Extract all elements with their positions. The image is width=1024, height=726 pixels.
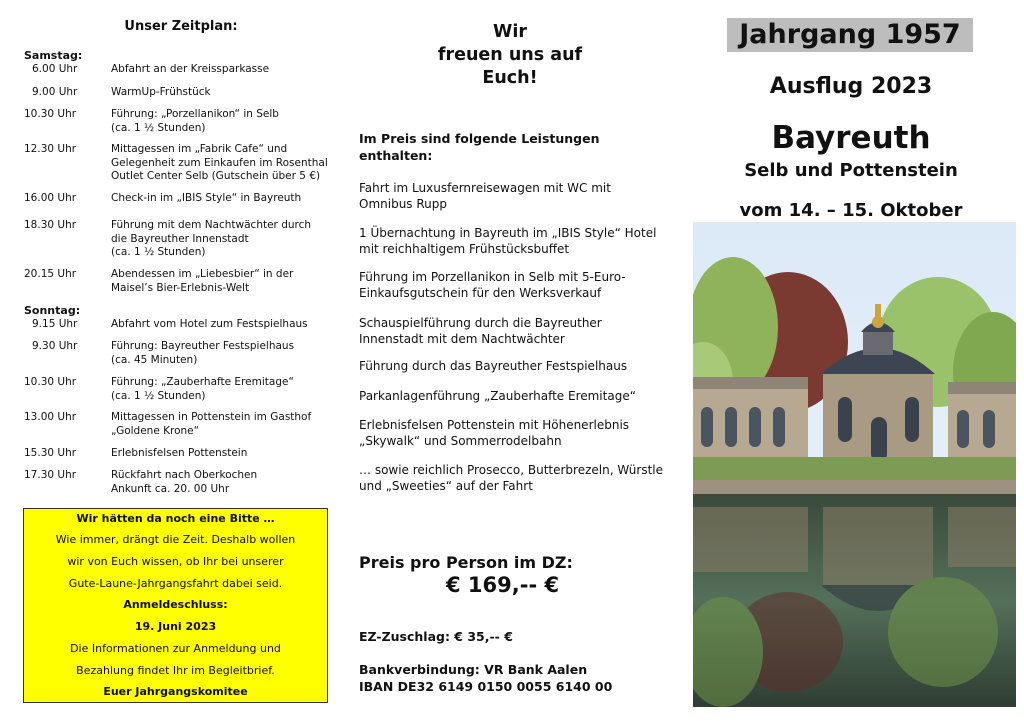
destination-subtitle: Selb und Pottenstein <box>744 160 958 181</box>
schedule-item: Führung mit dem Nachtwächter durch die Bayreuther Innenstadt (ca. 1 ½ Stunden) <box>111 219 312 258</box>
schedule-time: 9.30 Uhr <box>32 340 78 352</box>
notice-text: Die Informationen zur Anmeldung und <box>70 642 281 655</box>
service-item: Führung durch das Bayreuther Festspielhaus <box>359 359 628 373</box>
schedule-item: Rückfahrt nach Oberkochen Ankunft ca. 20. 00 Uhr <box>111 469 258 495</box>
schedule-item: Abfahrt an der Kreissparkasse <box>111 63 270 75</box>
schedule-item: Mittagessen im „Fabrik Cafe“ und Gelegenheit zum Einkaufen im Rosenthal Outlet Center Selb (Gutschein über 5 €) <box>111 143 328 182</box>
schedule-time: 15.30 Uhr <box>24 447 77 459</box>
schedule-time: 10.30 Uhr <box>24 108 77 120</box>
service-item: Führung im Porzellanikon in Selb mit 5-Euro- Einkaufsgutschein für den Werksverkauf <box>359 270 626 300</box>
welcome-line: Euch! <box>482 68 538 88</box>
price-label: Preis pro Person im DZ: <box>359 553 573 572</box>
schedule-time: 9.00 Uhr <box>32 86 78 98</box>
schedule-time: 17.30 Uhr <box>24 469 77 481</box>
jahrgang-title: Jahrgang 1957 <box>727 18 973 52</box>
schedule-time: 18.30 Uhr <box>24 219 77 231</box>
notice-signature: Euer Jahrgangskomitee <box>103 685 248 698</box>
notice-text: Bezahlung findet Ihr im Begleitbrief. <box>76 664 275 677</box>
trip-year: Ausflug 2023 <box>769 74 933 99</box>
schedule-item: Führung: „Porzellanikon“ in Selb (ca. 1 ½ Stunden) <box>111 108 279 134</box>
services-heading: Im Preis sind folgende Leistungen enthalten: <box>359 131 600 163</box>
single-room-supplement: EZ-Zuschlag: € 35,-- € <box>359 629 513 644</box>
schedule-title: Unser Zeitplan: <box>124 19 238 34</box>
welcome-line: freuen uns auf <box>437 45 583 65</box>
schedule-time: 6.00 Uhr <box>32 63 78 75</box>
welcome-line: Wir <box>493 22 527 42</box>
schedule-item: Führung: Bayreuther Festspielhaus (ca. 45 Minuten) <box>111 340 295 366</box>
registration-notice <box>23 508 328 703</box>
notice-text: Wie immer, drängt die Zeit. Deshalb wollen <box>55 533 296 546</box>
schedule-time: 12.30 Uhr <box>24 143 77 155</box>
eremitage-photo <box>693 222 1016 707</box>
destination-title: Bayreuth <box>771 120 931 156</box>
service-item: Fahrt im Luxusfernreisewagen mit WC mit Omnibus Rupp <box>359 181 611 211</box>
palace-illustration <box>693 222 1016 707</box>
service-item: … sowie reichlich Prosecco, Butterbrezeln, Würstle und „Sweeties“ auf der Fahrt <box>359 463 664 493</box>
schedule-time: 13.00 Uhr <box>24 411 77 423</box>
price-value: € 169,-- € <box>446 573 560 597</box>
deadline-date: 19. Juni 2023 <box>134 620 217 633</box>
notice-heading: Wir hätten da noch eine Bitte … <box>76 512 275 525</box>
service-item: 1 Übernachtung in Bayreuth im „IBIS Style“ Hotel mit reichhaltigem Frühstücksbuffet <box>359 226 657 256</box>
schedule-column <box>0 0 345 726</box>
notice-text: wir von Euch wissen, ob Ihr bei unserer <box>67 555 284 568</box>
schedule-time: 16.00 Uhr <box>24 192 77 204</box>
sunday-label: Sonntag: <box>24 304 81 317</box>
schedule-time: 10.30 Uhr <box>24 376 77 388</box>
schedule-time: 9.15 Uhr <box>32 318 78 330</box>
service-item: Parkanlagenführung „Zauberhafte Eremitage“ <box>359 389 636 403</box>
saturday-label: Samstag: <box>24 49 83 62</box>
trip-dates: vom 14. – 15. Oktober <box>739 200 963 221</box>
schedule-item: WarmUp-Frühstück <box>111 86 211 98</box>
schedule-item: Abfahrt vom Hotel zum Festspielhaus <box>111 318 308 330</box>
schedule-time: 20.15 Uhr <box>24 268 77 280</box>
notice-text: Gute-Laune-Jahrgangsfahrt dabei seid. <box>68 577 283 590</box>
schedule-item: Check-in im „IBIS Style“ in Bayreuth <box>111 192 302 204</box>
service-item: Schauspielführung durch die Bayreuther Innenstadt mit dem Nachtwächter <box>359 316 602 346</box>
iban: IBAN DE32 6149 0150 0055 6140 00 <box>359 679 613 694</box>
bank-details: Bankverbindung: VR Bank Aalen <box>359 662 588 677</box>
schedule-item: Führung: „Zauberhafte Eremitage“ (ca. 1 ½ Stunden) <box>111 376 294 402</box>
deadline-label: Anmeldeschluss: <box>123 598 228 611</box>
schedule-item: Mittagessen in Pottenstein im Gasthof „Goldene Krone“ <box>111 411 312 437</box>
schedule-item: Erlebnisfelsen Pottenstein <box>111 447 248 459</box>
service-item: Erlebnisfelsen Pottenstein mit Höhenerlebnis „Skywalk“ und Sommerrodelbahn <box>359 418 630 448</box>
schedule-item: Abendessen im „Liebesbier“ in der Maisel’s Bier-Erlebnis-Welt <box>111 268 294 294</box>
